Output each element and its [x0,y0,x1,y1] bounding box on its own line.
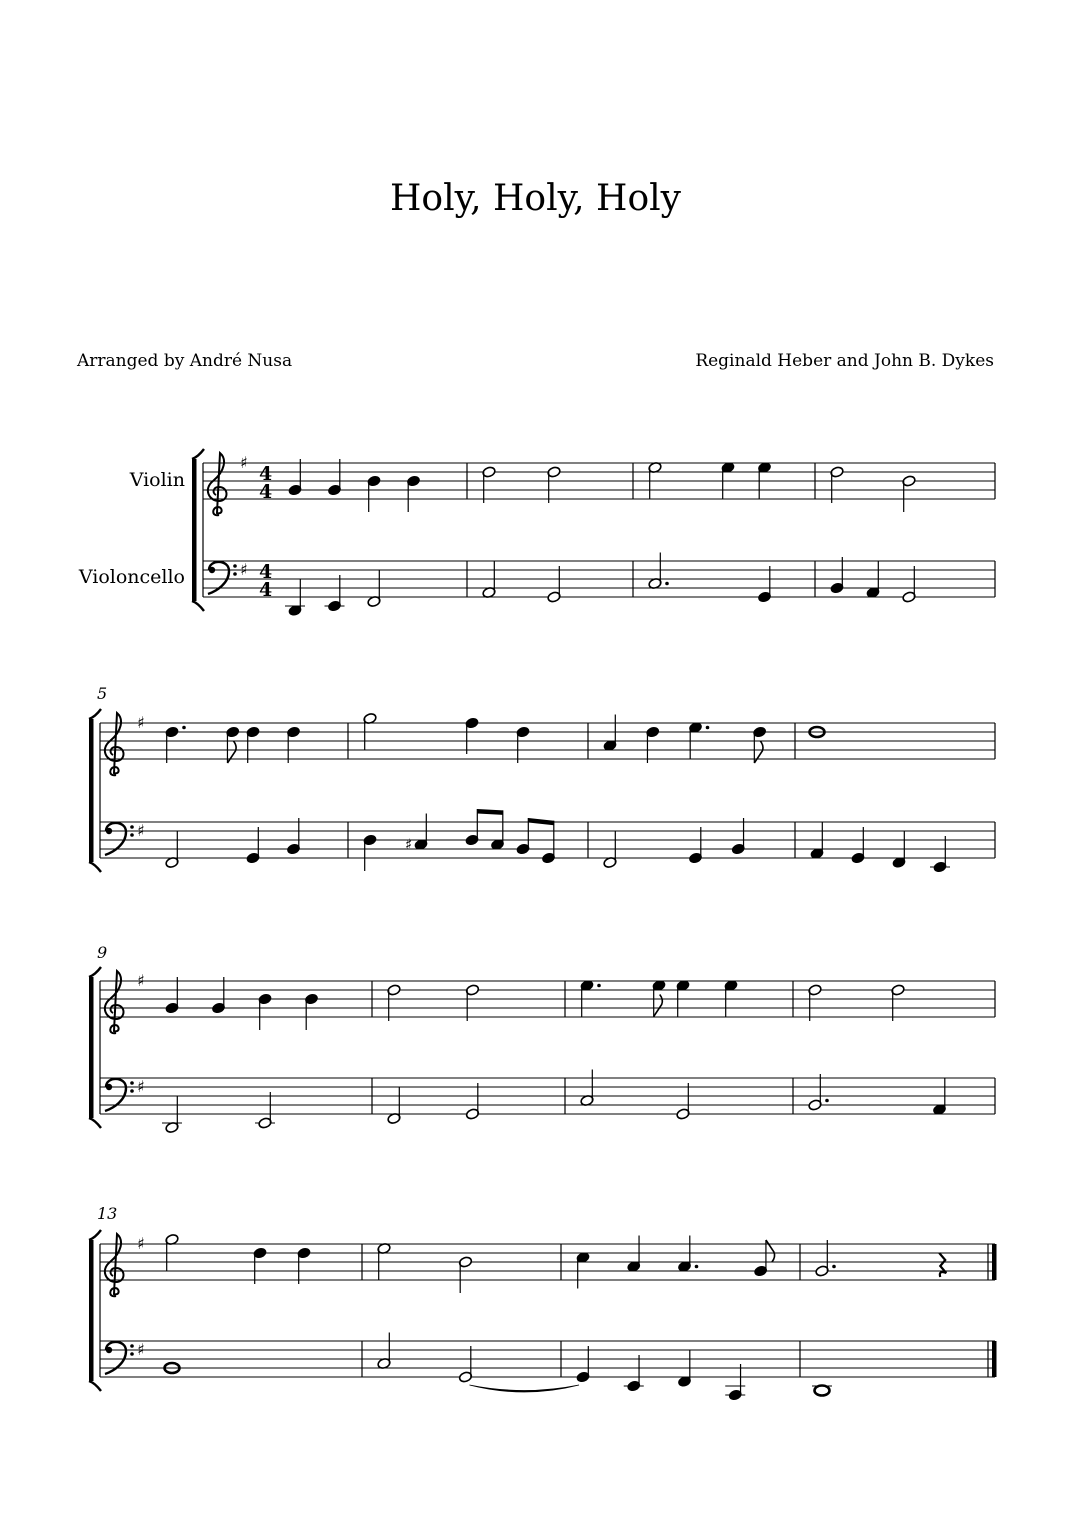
sharp-accidental: ♯ [405,835,413,854]
measure-number: 9 [97,943,108,962]
note [757,461,771,498]
note [547,466,561,503]
quarter-rest [939,1253,946,1277]
note-beam [528,818,554,825]
system-bracket [89,967,101,977]
note [753,726,767,763]
instrument-label-violoncello: Violoncello [78,566,185,588]
note [165,1233,179,1270]
note [851,827,865,864]
note [724,979,738,1016]
note [363,712,377,749]
time-signature-denominator: 4 [259,579,273,601]
note [646,726,660,763]
note [731,818,745,855]
note [367,571,381,608]
note [253,1247,267,1284]
note [939,1253,946,1277]
note [676,979,690,1016]
bass-clef [106,828,112,834]
augmentation-dot [706,726,710,730]
key-signature-sharp: ♯ [137,1077,145,1096]
note [325,575,345,612]
note [808,984,822,1021]
augmentation-dot [182,726,186,730]
note [285,580,305,617]
bass-clef [209,567,215,573]
augmentation-dot [665,582,669,586]
note-flag [654,995,663,1017]
note [405,814,428,854]
note [327,459,341,496]
note-head [815,1386,830,1396]
note [387,984,401,1021]
note [721,461,735,498]
note [757,566,771,603]
key-signature-sharp: ♯ [137,821,145,840]
note [891,984,905,1021]
bass-clef [233,564,237,568]
treble-clef [208,453,227,515]
note-beam [477,809,503,815]
note [165,977,179,1014]
arranger-credit: Arranged by André Nusa [77,351,293,371]
note [902,566,916,603]
note [477,809,504,851]
bass-clef [233,572,237,576]
note [603,832,617,869]
bass-clef [130,1344,134,1348]
note [246,726,260,763]
note [258,993,272,1030]
bass-clef [105,823,126,855]
system-bracket [89,709,101,719]
system-bracket [89,1230,101,1240]
bass-clef [105,1342,126,1374]
time-signature-numerator: 4 [259,561,273,583]
note [363,834,377,871]
score-title: Holy, Holy, Holy [390,178,681,219]
bass-clef [106,1347,112,1353]
system-bracket [89,719,94,862]
system-bracket [89,862,101,872]
note [892,832,906,869]
bass-clef [208,562,229,594]
system-bracket [192,449,204,459]
note [211,977,225,1014]
note-flag [754,741,763,763]
note [482,466,496,503]
key-signature-sharp: ♯ [137,1340,145,1359]
system-bracket [89,1118,101,1128]
note [810,823,824,860]
note [580,1070,594,1107]
time-signature-numerator: 4 [259,463,273,485]
final-barline [992,1244,997,1280]
bass-clef [106,1084,112,1090]
note [387,1088,401,1125]
note [458,1346,472,1383]
note [377,1333,391,1370]
instrument-label-violin: Violin [129,469,185,491]
note [165,832,179,869]
note [297,1247,311,1284]
note [255,1092,275,1129]
time-signature-denominator: 4 [259,481,273,503]
treble-clef [105,971,124,1033]
note [677,1351,691,1388]
note [648,553,669,590]
measure-number: 5 [97,684,108,703]
note [288,459,302,496]
augmentation-dot [825,1099,829,1103]
note [830,466,844,503]
note [465,1083,479,1120]
note [812,1386,832,1396]
system-bracket [192,459,197,601]
bass-clef [130,833,134,837]
bass-clef [130,1352,134,1356]
note [226,726,240,763]
note [406,475,420,512]
note [725,1364,745,1401]
note [932,1079,946,1116]
bass-clef [130,1089,134,1093]
note [470,1346,591,1392]
note [688,827,702,864]
note [165,726,186,763]
note [516,726,530,763]
note [286,818,300,855]
note-flag [766,1240,775,1262]
augmentation-dot [597,984,601,988]
note [652,979,666,1016]
note [576,1251,590,1288]
note [830,557,844,594]
key-signature-sharp: ♯ [240,453,248,472]
final-barline [992,1341,997,1377]
note [676,1083,690,1120]
note [528,818,555,864]
note [547,566,561,603]
bass-clef [130,825,134,829]
note [246,827,260,864]
key-signature-sharp: ♯ [137,971,145,990]
note [677,1236,698,1273]
note [465,717,479,754]
note [367,475,381,512]
system-bracket [89,1381,101,1391]
note [627,1236,641,1273]
note [624,1355,644,1392]
key-signature-sharp: ♯ [137,1234,145,1253]
note [304,993,318,1030]
note [688,721,709,758]
treble-clef [105,1234,124,1296]
note [465,984,479,1021]
key-signature-sharp: ♯ [137,713,145,732]
system-bracket [89,1240,94,1381]
system-bracket [192,601,204,611]
bass-clef [130,1081,134,1085]
note [648,461,662,498]
system-bracket [89,977,94,1118]
tie [470,1385,580,1392]
augmentation-dot [695,1265,699,1269]
note [603,715,617,752]
note [458,1256,472,1293]
measure-number: 13 [97,1204,118,1223]
treble-clef [105,713,124,775]
note [930,836,950,873]
note [902,475,916,512]
note [286,726,300,763]
note [866,562,880,599]
note [377,1242,391,1279]
composer-credit: Reginald Heber and John B. Dykes [695,351,994,371]
bass-clef [105,1079,126,1111]
note [162,1097,182,1134]
key-signature-sharp: ♯ [240,560,248,579]
note [482,562,496,599]
augmentation-dot [832,1265,836,1269]
note [580,979,601,1016]
note-flag [227,741,236,763]
